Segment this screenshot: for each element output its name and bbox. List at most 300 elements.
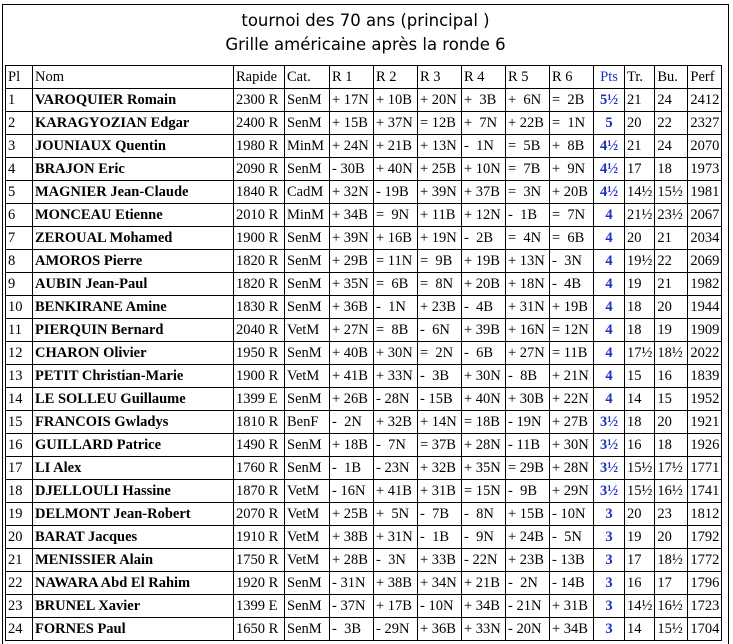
points-cell: 5½ [594, 89, 625, 112]
category-cell: SenM [285, 158, 330, 181]
tiebreak-tr-cell: 18 [625, 296, 655, 319]
rating-cell: 2300 R [234, 89, 285, 112]
tiebreak-tr-cell: 15½ [625, 480, 655, 503]
round-3-cell: - 3B [418, 365, 462, 388]
tiebreak-bu-cell: 20 [655, 526, 688, 549]
table-row [6, 342, 722, 365]
table-row [6, 457, 722, 480]
round-4-cell: + 19B [462, 250, 506, 273]
player-name-cell: MENISSIER Alain [33, 549, 234, 572]
table-row [6, 135, 722, 158]
round-5-cell: + 30B [506, 388, 550, 411]
rating-cell: 1490 R [234, 434, 285, 457]
round-6-cell: = 7N [550, 204, 594, 227]
col-header-round-3: R 3 [418, 66, 462, 89]
table-row [6, 89, 722, 112]
player-name-cell: BRUNEL Xavier [33, 595, 234, 618]
round-4-cell: + 3B [462, 89, 506, 112]
rating-cell: 1399 E [234, 595, 285, 618]
round-1-cell: - 1B [330, 457, 374, 480]
tiebreak-bu-cell: 23½ [655, 204, 688, 227]
player-name-cell: ZEROUAL Mohamed [33, 227, 234, 250]
place-cell: 1 [6, 89, 33, 112]
table-row [6, 549, 722, 572]
round-6-cell: + 30N [550, 434, 594, 457]
col-header-round-5: R 5 [506, 66, 550, 89]
round-3-cell: - 6N [418, 319, 462, 342]
tiebreak-bu-cell: 17 [655, 572, 688, 595]
round-6-cell: + 29N [550, 480, 594, 503]
round-3-cell: + 14N [418, 411, 462, 434]
category-cell: SenM [285, 595, 330, 618]
place-cell: 9 [6, 273, 33, 296]
round-1-cell: - 3B [330, 618, 374, 641]
round-2-cell: + 41B [374, 480, 418, 503]
tiebreak-tr-cell: 20 [625, 112, 655, 135]
rating-cell: 2010 R [234, 204, 285, 227]
round-5-cell: - 9B [506, 480, 550, 503]
round-5-cell: + 27N [506, 342, 550, 365]
performance-cell: 1952 [688, 388, 722, 411]
round-3-cell: = 2N [418, 342, 462, 365]
player-name-cell: AMOROS Pierre [33, 250, 234, 273]
tiebreak-bu-cell: 18½ [655, 342, 688, 365]
round-3-cell: - 1B [418, 526, 462, 549]
tiebreak-bu-cell: 15 [655, 388, 688, 411]
round-4-cell: - 8N [462, 503, 506, 526]
round-1-cell: + 15B [330, 112, 374, 135]
rating-cell: 2090 R [234, 158, 285, 181]
tiebreak-tr-cell: 14½ [625, 181, 655, 204]
place-cell: 17 [6, 457, 33, 480]
rating-cell: 1840 R [234, 181, 285, 204]
round-6-cell: - 3N [550, 250, 594, 273]
category-cell: VetM [285, 319, 330, 342]
player-name-cell: MONCEAU Etienne [33, 204, 234, 227]
round-4-cell: - 4B [462, 296, 506, 319]
round-1-cell: + 35N [330, 273, 374, 296]
player-name-cell: FORNES Paul [33, 618, 234, 641]
col-header-rating: Rapide [234, 66, 285, 89]
points-cell: 5 [594, 112, 625, 135]
points-cell: 4½ [594, 158, 625, 181]
rating-cell: 1870 R [234, 480, 285, 503]
performance-cell: 1944 [688, 296, 722, 319]
round-2-cell: = 6B [374, 273, 418, 296]
round-5-cell: - 2N [506, 572, 550, 595]
round-4-cell: + 10N [462, 158, 506, 181]
round-2-cell: - 19B [374, 181, 418, 204]
round-2-cell: = 9N [374, 204, 418, 227]
round-2-cell: + 5N [374, 503, 418, 526]
round-1-cell: - 16N [330, 480, 374, 503]
performance-cell: 1772 [688, 549, 722, 572]
round-5-cell: + 31N [506, 296, 550, 319]
points-cell: 3 [594, 618, 625, 641]
round-5-cell: - 1B [506, 204, 550, 227]
round-6-cell: = 12N [550, 319, 594, 342]
performance-cell: 1812 [688, 503, 722, 526]
round-5-cell: - 19N [506, 411, 550, 434]
tiebreak-bu-cell: 20 [655, 296, 688, 319]
round-1-cell: + 18B [330, 434, 374, 457]
results-frame [2, 4, 729, 644]
round-1-cell: + 29B [330, 250, 374, 273]
rating-cell: 2040 R [234, 319, 285, 342]
player-name-cell: BARAT Jacques [33, 526, 234, 549]
rating-cell: 1900 R [234, 365, 285, 388]
round-6-cell: = 6B [550, 227, 594, 250]
round-1-cell: + 41B [330, 365, 374, 388]
round-1-cell: + 26B [330, 388, 374, 411]
round-3-cell: + 34N [418, 572, 462, 595]
performance-cell: 2069 [688, 250, 722, 273]
points-cell: 4 [594, 342, 625, 365]
tiebreak-tr-cell: 19 [625, 526, 655, 549]
table-row [6, 227, 722, 250]
tiebreak-bu-cell: 21 [655, 227, 688, 250]
round-2-cell: + 21B [374, 135, 418, 158]
player-name-cell: NAWARA Abd El Rahim [33, 572, 234, 595]
round-4-cell: + 34B [462, 595, 506, 618]
player-name-cell: VAROQUIER Romain [33, 89, 234, 112]
tiebreak-bu-cell: 17½ [655, 457, 688, 480]
tiebreak-bu-cell: 15½ [655, 181, 688, 204]
tiebreak-bu-cell: 22 [655, 112, 688, 135]
round-4-cell: + 30N [462, 365, 506, 388]
place-cell: 6 [6, 204, 33, 227]
col-header-round-1: R 1 [330, 66, 374, 89]
table-row [6, 112, 722, 135]
place-cell: 7 [6, 227, 33, 250]
standings-table [5, 65, 722, 641]
round-6-cell: + 34B [550, 618, 594, 641]
table-row [6, 434, 722, 457]
place-cell: 11 [6, 319, 33, 342]
round-2-cell: + 30N [374, 342, 418, 365]
tiebreak-bu-cell: 23 [655, 503, 688, 526]
tiebreak-tr-cell: 20 [625, 503, 655, 526]
rating-cell: 1820 R [234, 273, 285, 296]
round-6-cell: - 14B [550, 572, 594, 595]
tiebreak-tr-cell: 15 [625, 365, 655, 388]
tiebreak-bu-cell: 16½ [655, 595, 688, 618]
round-3-cell: + 39N [418, 181, 462, 204]
rating-cell: 1650 R [234, 618, 285, 641]
col-header-round-4: R 4 [462, 66, 506, 89]
points-cell: 3½ [594, 411, 625, 434]
round-2-cell: - 3N [374, 549, 418, 572]
category-cell: VetM [285, 503, 330, 526]
col-header-round-6: R 6 [550, 66, 594, 89]
round-1-cell: - 37N [330, 595, 374, 618]
category-cell: SenM [285, 227, 330, 250]
round-4-cell: + 12N [462, 204, 506, 227]
round-1-cell: - 2N [330, 411, 374, 434]
points-cell: 4 [594, 227, 625, 250]
rating-cell: 1760 R [234, 457, 285, 480]
tiebreak-bu-cell: 16½ [655, 480, 688, 503]
round-5-cell: = 29B [506, 457, 550, 480]
place-cell: 8 [6, 250, 33, 273]
player-name-cell: LI Alex [33, 457, 234, 480]
round-3-cell: = 12B [418, 112, 462, 135]
round-6-cell: + 8B [550, 135, 594, 158]
tiebreak-bu-cell: 21 [655, 273, 688, 296]
round-1-cell: + 40B [330, 342, 374, 365]
tiebreak-bu-cell: 18 [655, 434, 688, 457]
category-cell: SenM [285, 457, 330, 480]
round-2-cell: - 7N [374, 434, 418, 457]
round-5-cell: + 22B [506, 112, 550, 135]
tournament-title: tournoi des 70 ans (principal ) [241, 11, 490, 30]
round-4-cell: + 37B [462, 181, 506, 204]
round-2-cell: = 11N [374, 250, 418, 273]
round-3-cell: + 23B [418, 296, 462, 319]
round-2-cell: + 10B [374, 89, 418, 112]
category-cell: SenM [285, 250, 330, 273]
category-cell: VetM [285, 480, 330, 503]
table-row [6, 158, 722, 181]
place-cell: 4 [6, 158, 33, 181]
rating-cell: 1980 R [234, 135, 285, 158]
place-cell: 20 [6, 526, 33, 549]
round-1-cell: + 39N [330, 227, 374, 250]
round-6-cell: = 2B [550, 89, 594, 112]
round-4-cell: + 21B [462, 572, 506, 595]
round-5-cell: + 18N [506, 273, 550, 296]
performance-cell: 1973 [688, 158, 722, 181]
round-4-cell: - 1N [462, 135, 506, 158]
rating-cell: 1820 R [234, 250, 285, 273]
performance-cell: 2034 [688, 227, 722, 250]
tiebreak-bu-cell: 15½ [655, 618, 688, 641]
round-1-cell: + 24N [330, 135, 374, 158]
col-header-tiebreak-bu: Bu. [655, 66, 688, 89]
player-name-cell: DJELLOULI Hassine [33, 480, 234, 503]
round-4-cell: - 9N [462, 526, 506, 549]
points-cell: 3 [594, 595, 625, 618]
round-2-cell: + 32B [374, 411, 418, 434]
round-6-cell: - 13B [550, 549, 594, 572]
tiebreak-tr-cell: 14 [625, 618, 655, 641]
title-block [3, 5, 728, 61]
place-cell: 22 [6, 572, 33, 595]
round-2-cell: - 1N [374, 296, 418, 319]
performance-cell: 1981 [688, 181, 722, 204]
round-4-cell: = 15N [462, 480, 506, 503]
performance-cell: 1839 [688, 365, 722, 388]
player-name-cell: AUBIN Jean-Paul [33, 273, 234, 296]
rating-cell: 2400 R [234, 112, 285, 135]
round-6-cell: = 11B [550, 342, 594, 365]
table-row [6, 250, 722, 273]
points-cell: 4 [594, 388, 625, 411]
player-name-cell: DELMONT Jean-Robert [33, 503, 234, 526]
player-name-cell: JOUNIAUX Quentin [33, 135, 234, 158]
round-5-cell: + 15B [506, 503, 550, 526]
round-5-cell: = 4N [506, 227, 550, 250]
player-name-cell: BENKIRANE Amine [33, 296, 234, 319]
rating-cell: 1810 R [234, 411, 285, 434]
tiebreak-tr-cell: 19 [625, 273, 655, 296]
round-3-cell: + 33B [418, 549, 462, 572]
round-3-cell: + 25B [418, 158, 462, 181]
points-cell: 4 [594, 250, 625, 273]
tiebreak-tr-cell: 20 [625, 227, 655, 250]
performance-cell: 2070 [688, 135, 722, 158]
place-cell: 18 [6, 480, 33, 503]
tiebreak-bu-cell: 16 [655, 365, 688, 388]
round-6-cell: - 10N [550, 503, 594, 526]
round-4-cell: + 35N [462, 457, 506, 480]
points-cell: 4½ [594, 181, 625, 204]
performance-cell: 1771 [688, 457, 722, 480]
performance-cell: 1792 [688, 526, 722, 549]
round-4-cell: + 20B [462, 273, 506, 296]
tiebreak-bu-cell: 20 [655, 411, 688, 434]
round-3-cell: + 31B [418, 480, 462, 503]
round-2-cell: + 37N [374, 112, 418, 135]
round-3-cell: + 13N [418, 135, 462, 158]
round-6-cell: + 19B [550, 296, 594, 319]
place-cell: 15 [6, 411, 33, 434]
rating-cell: 2070 R [234, 503, 285, 526]
round-4-cell: + 33N [462, 618, 506, 641]
category-cell: VetM [285, 365, 330, 388]
points-cell: 3½ [594, 457, 625, 480]
table-row [6, 572, 722, 595]
round-1-cell: + 32N [330, 181, 374, 204]
table-row [6, 296, 722, 319]
round-1-cell: - 31N [330, 572, 374, 595]
points-cell: 3 [594, 503, 625, 526]
round-6-cell: + 20B [550, 181, 594, 204]
round-5-cell: - 8B [506, 365, 550, 388]
player-name-cell: PIERQUIN Bernard [33, 319, 234, 342]
round-5-cell: - 20N [506, 618, 550, 641]
points-cell: 3 [594, 549, 625, 572]
tiebreak-tr-cell: 14½ [625, 595, 655, 618]
tiebreak-tr-cell: 17 [625, 158, 655, 181]
table-row [6, 618, 722, 641]
performance-cell: 1741 [688, 480, 722, 503]
points-cell: 3½ [594, 434, 625, 457]
round-2-cell: + 17B [374, 595, 418, 618]
category-cell: MinM [285, 135, 330, 158]
round-2-cell: - 28N [374, 388, 418, 411]
tiebreak-tr-cell: 17 [625, 549, 655, 572]
round-5-cell: = 3N [506, 181, 550, 204]
rating-cell: 1950 R [234, 342, 285, 365]
points-cell: 4 [594, 273, 625, 296]
round-3-cell: + 11B [418, 204, 462, 227]
category-cell: SenM [285, 388, 330, 411]
round-1-cell: + 38B [330, 526, 374, 549]
place-cell: 21 [6, 549, 33, 572]
round-3-cell: - 10N [418, 595, 462, 618]
place-cell: 19 [6, 503, 33, 526]
round-3-cell: = 37B [418, 434, 462, 457]
col-header-performance: Perf [688, 66, 722, 89]
round-4-cell: = 18B [462, 411, 506, 434]
tiebreak-tr-cell: 16 [625, 434, 655, 457]
round-5-cell: = 7B [506, 158, 550, 181]
round-3-cell: - 15B [418, 388, 462, 411]
round-4-cell: - 6B [462, 342, 506, 365]
round-5-cell: - 21N [506, 595, 550, 618]
round-2-cell: + 16B [374, 227, 418, 250]
player-name-cell: FRANCOIS Gwladys [33, 411, 234, 434]
round-6-cell: + 22N [550, 388, 594, 411]
round-6-cell: - 5N [550, 526, 594, 549]
place-cell: 10 [6, 296, 33, 319]
performance-cell: 2022 [688, 342, 722, 365]
category-cell: SenM [285, 273, 330, 296]
round-3-cell: + 20N [418, 89, 462, 112]
category-cell: SenM [285, 342, 330, 365]
category-cell: SenM [285, 434, 330, 457]
tiebreak-tr-cell: 19½ [625, 250, 655, 273]
round-6-cell: + 27B [550, 411, 594, 434]
round-4-cell: + 28N [462, 434, 506, 457]
grid-subtitle: Grille américaine après la ronde 6 [225, 35, 506, 54]
points-cell: 4 [594, 296, 625, 319]
tiebreak-bu-cell: 18½ [655, 549, 688, 572]
round-5-cell: + 13N [506, 250, 550, 273]
round-3-cell: = 9B [418, 250, 462, 273]
tiebreak-tr-cell: 18 [625, 319, 655, 342]
tiebreak-tr-cell: 21½ [625, 204, 655, 227]
round-5-cell: + 6N [506, 89, 550, 112]
round-2-cell: + 31N [374, 526, 418, 549]
col-header-name: Nom [33, 66, 234, 89]
tiebreak-bu-cell: 19 [655, 319, 688, 342]
points-cell: 3 [594, 572, 625, 595]
points-cell: 4½ [594, 135, 625, 158]
table-row [6, 480, 722, 503]
rating-cell: 1399 E [234, 388, 285, 411]
place-cell: 24 [6, 618, 33, 641]
place-cell: 3 [6, 135, 33, 158]
place-cell: 23 [6, 595, 33, 618]
round-2-cell: - 29N [374, 618, 418, 641]
rating-cell: 1900 R [234, 227, 285, 250]
tiebreak-bu-cell: 18 [655, 158, 688, 181]
table-row [6, 526, 722, 549]
category-cell: SenM [285, 572, 330, 595]
place-cell: 16 [6, 434, 33, 457]
category-cell: SenM [285, 618, 330, 641]
col-header-points: Pts [594, 66, 625, 89]
player-name-cell: CHARON Olivier [33, 342, 234, 365]
round-1-cell: - 30B [330, 158, 374, 181]
round-6-cell: + 28N [550, 457, 594, 480]
tiebreak-bu-cell: 24 [655, 89, 688, 112]
round-3-cell: + 32B [418, 457, 462, 480]
player-name-cell: BRAJON Eric [33, 158, 234, 181]
rating-cell: 1830 R [234, 296, 285, 319]
rating-cell: 1920 R [234, 572, 285, 595]
table-row [6, 204, 722, 227]
round-5-cell: + 23B [506, 549, 550, 572]
col-header-round-2: R 2 [374, 66, 418, 89]
category-cell: VetM [285, 549, 330, 572]
category-cell: SenM [285, 296, 330, 319]
category-cell: CadM [285, 181, 330, 204]
place-cell: 5 [6, 181, 33, 204]
rating-cell: 1910 R [234, 526, 285, 549]
